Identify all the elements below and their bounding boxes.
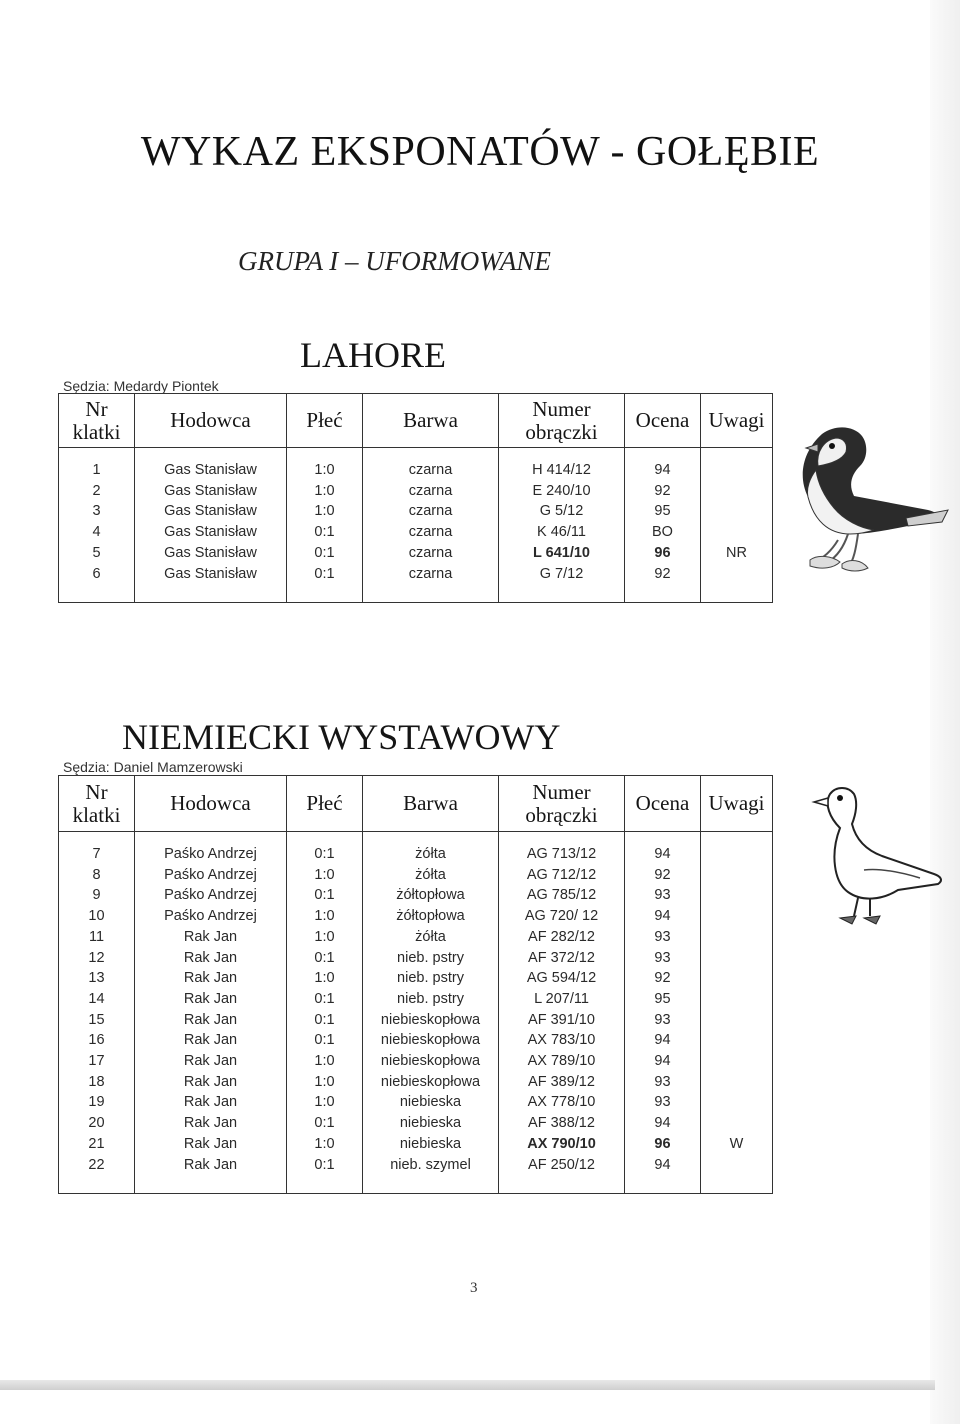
cell-plec: 1:0 [287,968,363,989]
cell-ocena: 95 [625,989,701,1010]
cell-uwagi [701,906,773,927]
judge-lahore: Sędzia: Medardy Piontek [63,378,219,394]
cell-plec: 0:1 [287,564,363,603]
cell-nr: 14 [59,989,135,1010]
cell-barwa: żółtopłowa [363,906,499,927]
cell-barwa: niebieskopłowa [363,1072,499,1093]
cell-uwagi [701,865,773,886]
cell-barwa: niebieskopłowa [363,1030,499,1051]
cell-numer: AG 594/12 [499,968,625,989]
cell-plec: 1:0 [287,865,363,886]
table-row [59,1030,773,1051]
cell-barwa: niebieska [363,1134,499,1155]
table-row [59,832,773,865]
table-row [59,865,773,886]
table-row [59,543,773,564]
cell-plec: 0:1 [287,1030,363,1051]
cell-ocena: 94 [625,1051,701,1072]
cell-nr: 1 [59,448,135,481]
section-title-lahore: LAHORE [300,335,446,375]
cell-numer: AX 790/10 [499,1134,625,1155]
cell-barwa: żółta [363,927,499,948]
cell-hodowca: Rak Jan [135,1113,287,1134]
table-row [59,989,773,1010]
cell-ocena: 92 [625,564,701,603]
cell-nr: 11 [59,927,135,948]
cell-numer: E 240/10 [499,481,625,502]
cell-ocena: 94 [625,448,701,481]
cell-barwa: nieb. pstry [363,968,499,989]
cell-uwagi [701,1092,773,1113]
cell-nr: 6 [59,564,135,603]
cell-plec: 1:0 [287,1092,363,1113]
cell-uwagi [701,481,773,502]
cell-nr: 21 [59,1134,135,1155]
cell-nr: 3 [59,501,135,522]
table-row [59,968,773,989]
cell-ocena: 94 [625,1155,701,1194]
col-header-hodowca: Hodowca [135,394,287,448]
cell-uwagi: NR [701,543,773,564]
cell-hodowca: Rak Jan [135,1010,287,1031]
cell-hodowca: Paśko Andrzej [135,865,287,886]
cell-nr: 10 [59,906,135,927]
cell-numer: AG 785/12 [499,885,625,906]
cell-uwagi [701,989,773,1010]
cell-numer: G 5/12 [499,501,625,522]
cell-numer: AG 712/12 [499,865,625,886]
cell-numer: AG 720/ 12 [499,906,625,927]
cell-nr: 8 [59,865,135,886]
scan-bottom-shadow [0,1380,935,1390]
cell-uwagi [701,1155,773,1194]
table-row [59,1155,773,1194]
cell-uwagi [701,885,773,906]
cell-nr: 17 [59,1051,135,1072]
table-row [59,1072,773,1093]
cell-uwagi [701,1072,773,1093]
cell-barwa: żółtopłowa [363,885,499,906]
cell-nr: 16 [59,1030,135,1051]
cell-barwa: żółta [363,865,499,886]
col-header-ocena: Ocena [625,776,701,832]
cell-barwa: nieb. szymel [363,1155,499,1194]
cell-numer: AF 250/12 [499,1155,625,1194]
table-row [59,1092,773,1113]
cell-uwagi [701,501,773,522]
cell-plec: 0:1 [287,522,363,543]
cell-nr: 12 [59,948,135,969]
cell-hodowca: Paśko Andrzej [135,906,287,927]
scan-edge [930,0,960,1424]
cell-plec: 1:0 [287,501,363,522]
cell-numer: L 207/11 [499,989,625,1010]
cell-hodowca: Gas Stanisław [135,501,287,522]
cell-uwagi [701,1113,773,1134]
cell-plec: 0:1 [287,1113,363,1134]
cell-plec: 0:1 [287,989,363,1010]
cell-numer: AG 713/12 [499,832,625,865]
cell-plec: 1:0 [287,1134,363,1155]
cell-uwagi [701,1010,773,1031]
cell-numer: AX 778/10 [499,1092,625,1113]
cell-ocena: BO [625,522,701,543]
cell-hodowca: Rak Jan [135,968,287,989]
cell-ocena: 93 [625,948,701,969]
col-header-plec: Płeć [287,776,363,832]
cell-barwa: czarna [363,564,499,603]
cell-uwagi [701,564,773,603]
cell-uwagi [701,1030,773,1051]
cell-plec: 0:1 [287,885,363,906]
cell-uwagi [701,968,773,989]
cell-barwa: nieb. pstry [363,948,499,969]
cell-ocena: 92 [625,865,701,886]
cell-hodowca: Gas Stanisław [135,448,287,481]
cell-barwa: niebieskopłowa [363,1010,499,1031]
cell-plec: 1:0 [287,448,363,481]
table-row [59,1010,773,1031]
cell-nr: 22 [59,1155,135,1194]
cell-numer: K 46/11 [499,522,625,543]
cell-numer: H 414/12 [499,448,625,481]
table-row [59,481,773,502]
cell-plec: 1:0 [287,1051,363,1072]
cell-plec: 1:0 [287,906,363,927]
table-row [59,948,773,969]
cell-hodowca: Gas Stanisław [135,543,287,564]
cell-ocena: 96 [625,1134,701,1155]
cell-nr: 19 [59,1092,135,1113]
cell-uwagi [701,1051,773,1072]
col-header-numer: Numer obrączki [499,394,625,448]
cell-uwagi [701,832,773,865]
cell-numer: AX 783/10 [499,1030,625,1051]
cell-numer: L 641/10 [499,543,625,564]
lahore-pigeon-icon [788,422,950,582]
cell-ocena: 95 [625,501,701,522]
german-show-pigeon-icon [800,778,950,938]
table-row [59,1113,773,1134]
col-header-numer: Numer obrączki [499,776,625,832]
cell-plec: 0:1 [287,1010,363,1031]
cell-hodowca: Rak Jan [135,948,287,969]
group-title: GRUPA I – UFORMOWANE [238,246,551,276]
cell-barwa: niebieska [363,1092,499,1113]
table-row [59,448,773,481]
cell-hodowca: Gas Stanisław [135,522,287,543]
col-header-plec: Płeć [287,394,363,448]
cell-hodowca: Paśko Andrzej [135,832,287,865]
cell-plec: 0:1 [287,543,363,564]
cell-hodowca: Rak Jan [135,1072,287,1093]
section-title-niemiecki: NIEMIECKI WYSTAWOWY [122,717,561,757]
cell-ocena: 96 [625,543,701,564]
cell-ocena: 92 [625,968,701,989]
cell-hodowca: Rak Jan [135,1051,287,1072]
cell-ocena: 93 [625,1010,701,1031]
cell-uwagi: W [701,1134,773,1155]
cell-numer: AF 388/12 [499,1113,625,1134]
cell-hodowca: Rak Jan [135,1092,287,1113]
cell-nr: 20 [59,1113,135,1134]
cell-uwagi [701,522,773,543]
cell-barwa: czarna [363,448,499,481]
cell-plec: 0:1 [287,1155,363,1194]
cell-plec: 0:1 [287,832,363,865]
table-row [59,927,773,948]
table-row [59,885,773,906]
judge-niemiecki: Sędzia: Daniel Mamzerowski [63,759,243,775]
cell-plec: 1:0 [287,1072,363,1093]
cell-uwagi [701,927,773,948]
cell-barwa: żółta [363,832,499,865]
cell-hodowca: Gas Stanisław [135,564,287,603]
cell-ocena: 93 [625,927,701,948]
cell-plec: 1:0 [287,481,363,502]
col-header-uwagi: Uwagi [701,776,773,832]
exhibit-table-lahore [58,393,773,603]
cell-barwa: czarna [363,501,499,522]
col-header-uwagi: Uwagi [701,394,773,448]
cell-barwa: niebieskopłowa [363,1051,499,1072]
cell-hodowca: Rak Jan [135,1030,287,1051]
cell-plec: 1:0 [287,927,363,948]
cell-numer: AF 389/12 [499,1072,625,1093]
cell-hodowca: Rak Jan [135,927,287,948]
cell-nr: 7 [59,832,135,865]
cell-numer: AF 372/12 [499,948,625,969]
cell-plec: 0:1 [287,948,363,969]
cell-hodowca: Rak Jan [135,1155,287,1194]
cell-hodowca: Rak Jan [135,989,287,1010]
cell-barwa: czarna [363,543,499,564]
cell-numer: G 7/12 [499,564,625,603]
cell-nr: 15 [59,1010,135,1031]
cell-ocena: 94 [625,1030,701,1051]
page-number: 3 [470,1280,478,1296]
table-row [59,906,773,927]
cell-uwagi [701,948,773,969]
table-row [59,522,773,543]
cell-ocena: 93 [625,885,701,906]
table-row [59,564,773,603]
cell-numer: AF 282/12 [499,927,625,948]
page-title: WYKAZ EKSPONATÓW - GOŁĘBIE [140,129,820,175]
table-row [59,1051,773,1072]
cell-ocena: 94 [625,906,701,927]
table-row [59,1134,773,1155]
cell-hodowca: Paśko Andrzej [135,885,287,906]
cell-barwa: niebieska [363,1113,499,1134]
cell-ocena: 93 [625,1092,701,1113]
cell-uwagi [701,448,773,481]
cell-hodowca: Gas Stanisław [135,481,287,502]
cell-numer: AX 789/10 [499,1051,625,1072]
table-row [59,501,773,522]
col-header-barwa: Barwa [363,394,499,448]
cell-barwa: czarna [363,522,499,543]
cell-nr: 2 [59,481,135,502]
cell-nr: 18 [59,1072,135,1093]
cell-barwa: nieb. pstry [363,989,499,1010]
cell-ocena: 93 [625,1072,701,1093]
col-header-nr: Nr klatki [59,394,135,448]
cell-barwa: czarna [363,481,499,502]
cell-ocena: 94 [625,1113,701,1134]
cell-hodowca: Rak Jan [135,1134,287,1155]
cell-nr: 13 [59,968,135,989]
col-header-barwa: Barwa [363,776,499,832]
cell-nr: 9 [59,885,135,906]
col-header-ocena: Ocena [625,394,701,448]
cell-ocena: 94 [625,832,701,865]
cell-numer: AF 391/10 [499,1010,625,1031]
col-header-hodowca: Hodowca [135,776,287,832]
cell-nr: 5 [59,543,135,564]
col-header-nr: Nr klatki [59,776,135,832]
cell-nr: 4 [59,522,135,543]
exhibit-table-niemiecki [58,775,773,1194]
cell-ocena: 92 [625,481,701,502]
